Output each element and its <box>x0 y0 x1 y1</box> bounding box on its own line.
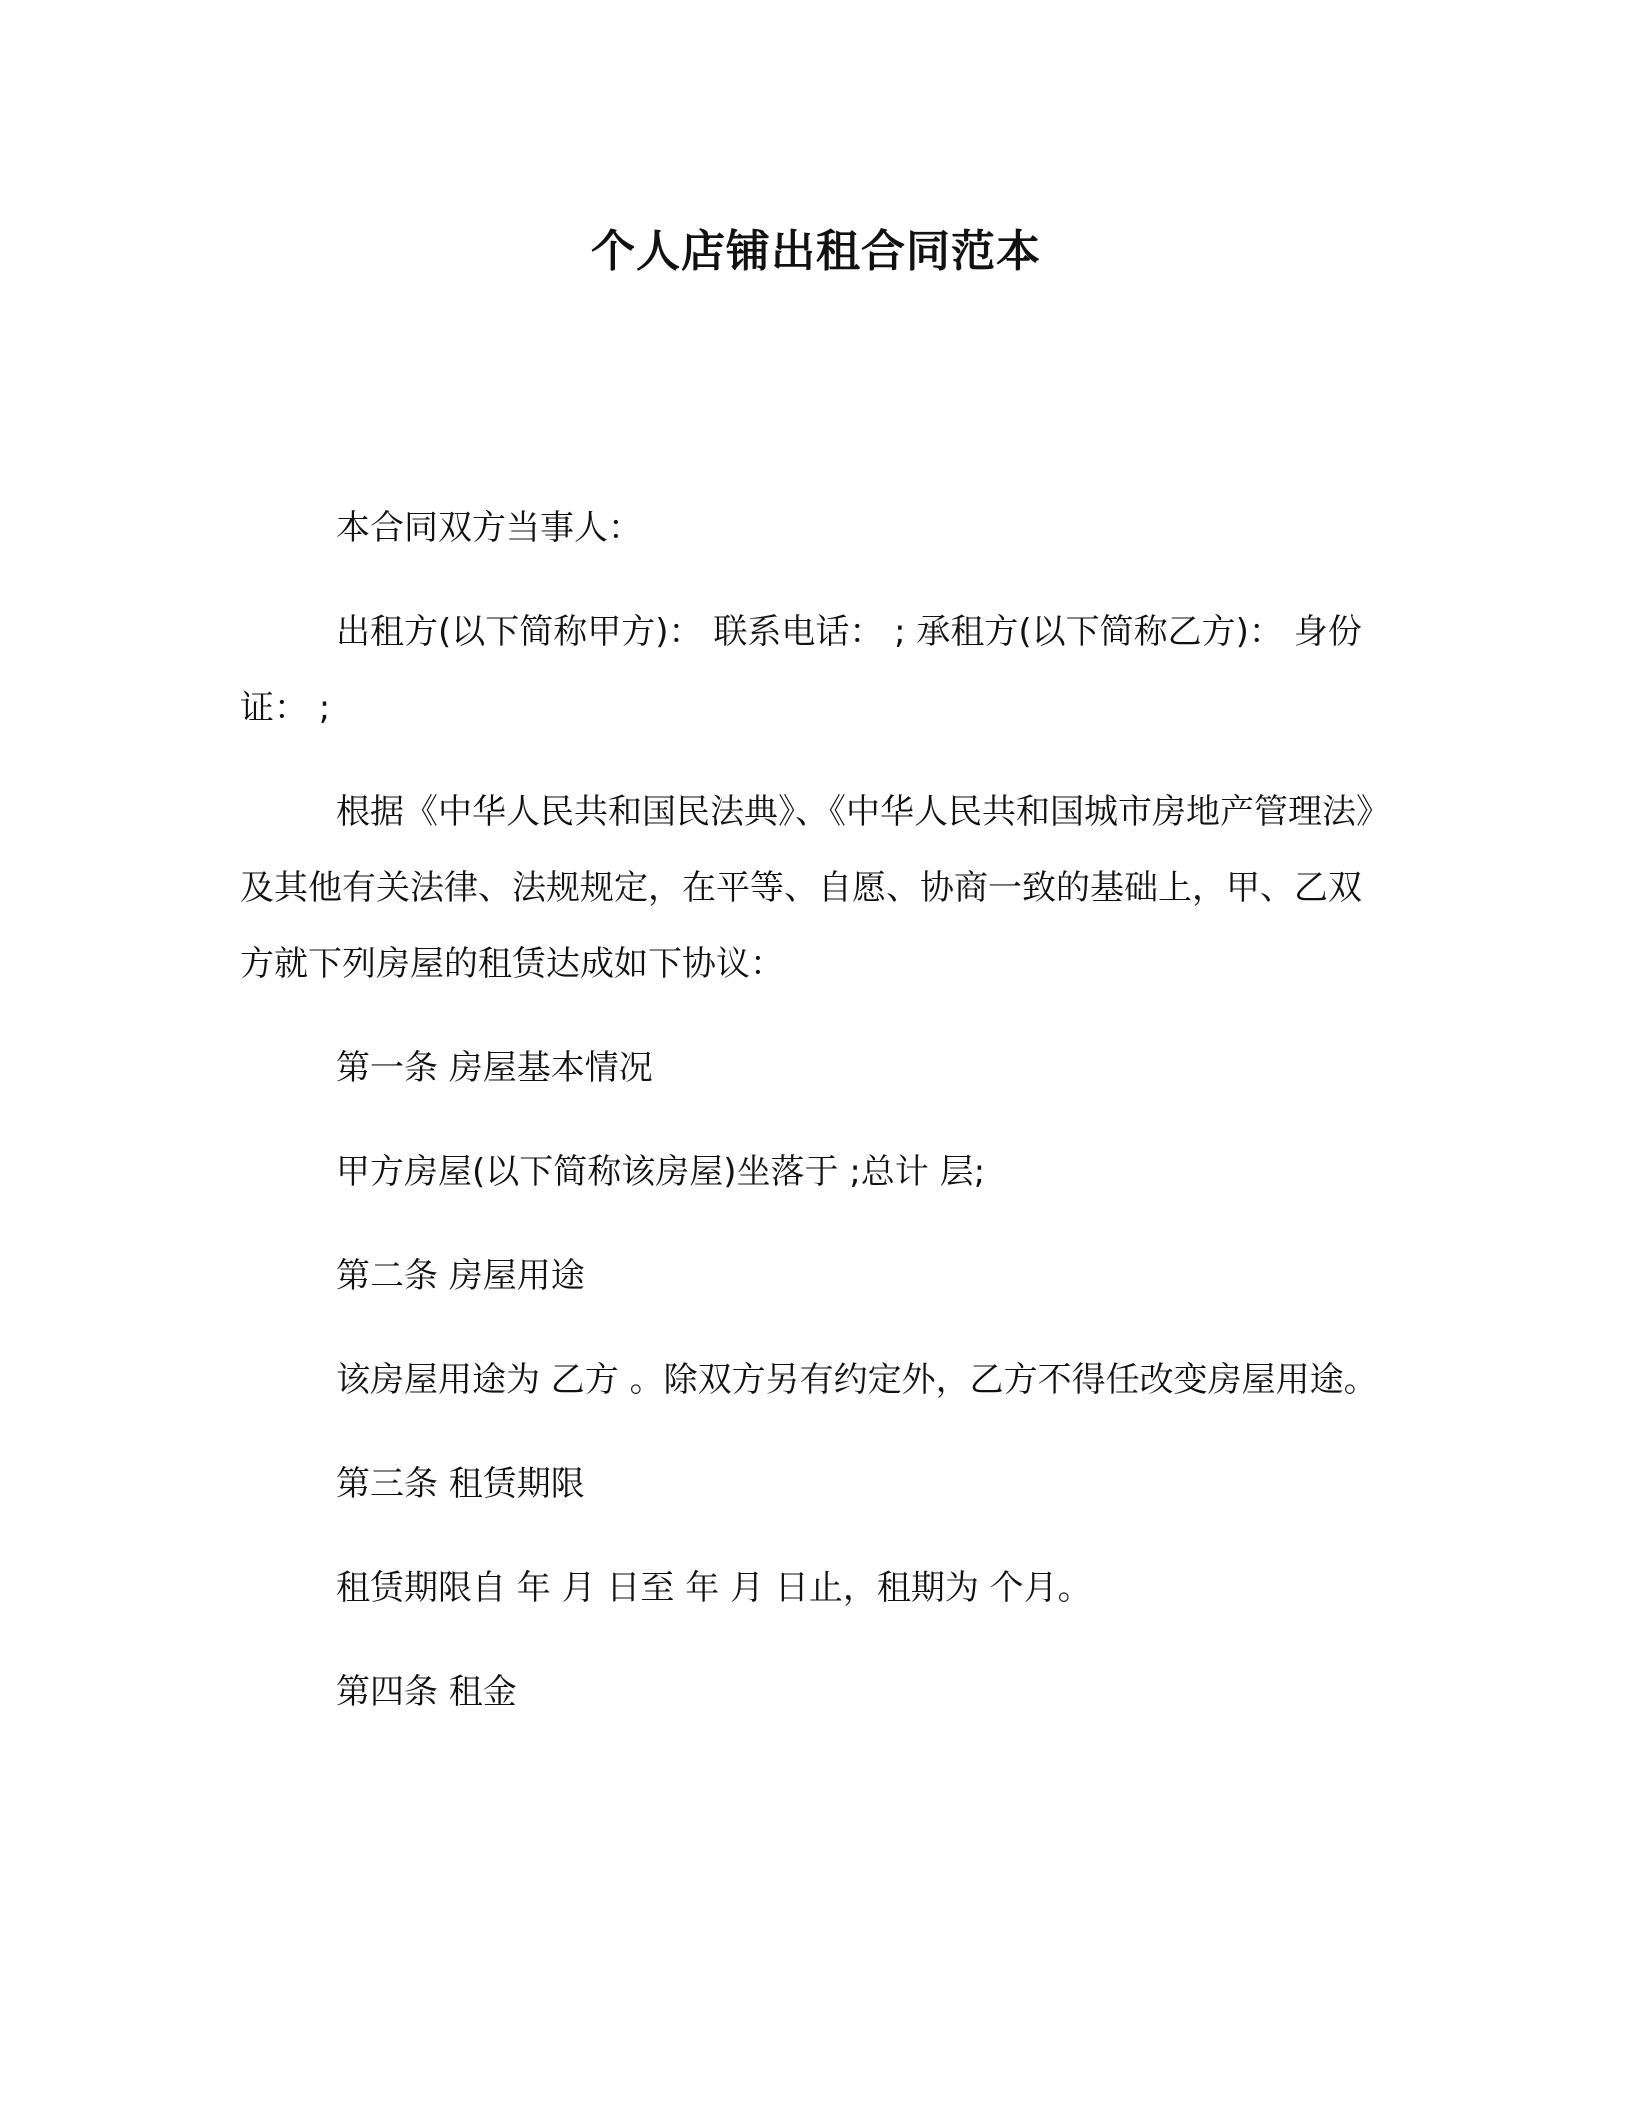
article-3-heading: 第三条 租赁期限 <box>336 1464 585 1504</box>
document-title: 个人店铺出租合同范本 <box>591 226 1041 277</box>
article-1-body: 甲方房屋(以下简称该房屋)坐落于 ;总计 层; <box>336 1152 986 1192</box>
article-2-heading: 第二条 房屋用途 <box>336 1256 585 1296</box>
document-body <box>240 490 1380 1758</box>
article-4-heading: 第四条 租金 <box>336 1672 517 1712</box>
parties-details: 出租方(以下简称甲方)： 联系电话： ; 承租方(以下简称乙方)： 身份证： ; <box>240 612 1362 728</box>
parties-intro: 本合同双方当事人： <box>336 508 642 548</box>
article-1-heading: 第一条 房屋基本情况 <box>336 1048 653 1088</box>
legal-basis-paragraph: 根据《中华人民共和国民法典》、《中华人民共和国城市房地产管理法》及其他有关法律、法规规定，在平等、自愿、协商一致的基础上，甲、乙双方就下列房屋的租赁达成如下协议： <box>240 792 1373 984</box>
article-2-body: 该房屋用途为 乙方 。除双方另有约定外，乙方不得任改变房屋用途。 <box>336 1360 1378 1400</box>
article-3-body: 租赁期限自 年 月 日至 年 月 日止，租期为 个月。 <box>336 1568 1092 1608</box>
